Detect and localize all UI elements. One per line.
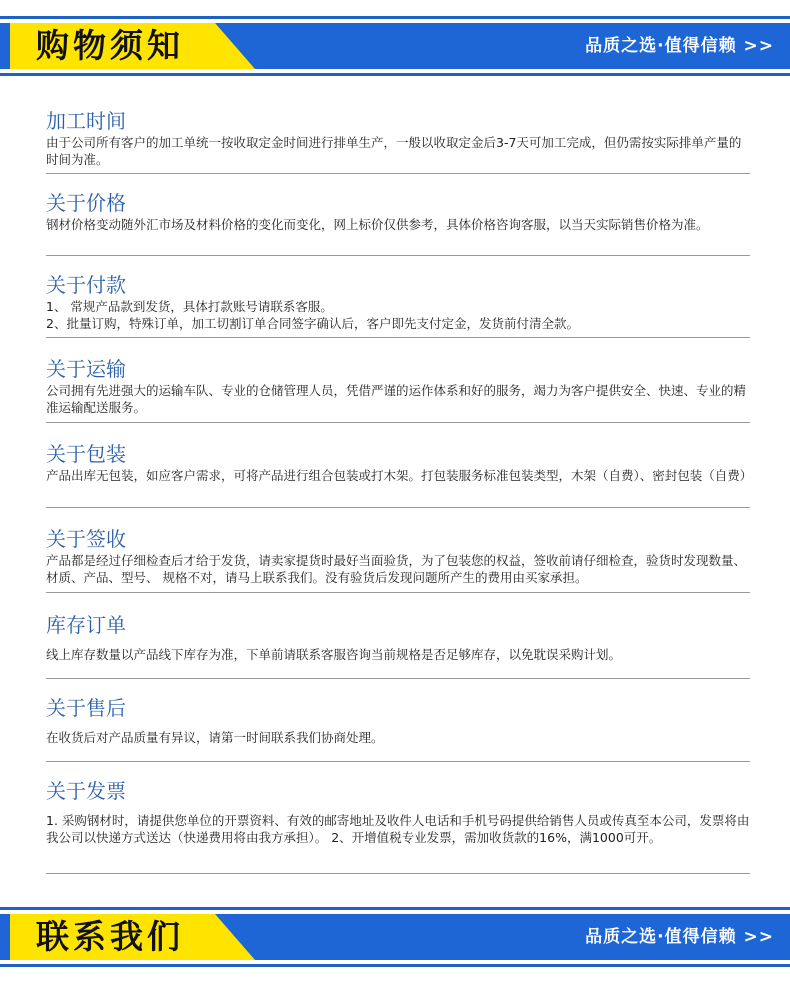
banner-bottom-line [0,73,790,76]
header-banner [0,16,790,76]
footer-banner [0,907,790,967]
section-invoice [46,778,750,874]
section-stock-order [46,612,750,679]
section-packaging [46,441,753,508]
section-receipt [46,526,750,593]
section-price [46,190,750,256]
section-title: 关于售后 [46,696,126,720]
banner-slogan: 品质之选·值得信赖 >> [585,36,774,56]
section-body: 1、 常规产品款到发货，具体打款账号请联系客服。 2、批量订购，特殊订单，加工切割订单合同签字确认后，客户即先支付定金，发货前付清全款。 [46,299,579,331]
section-title: 库存订单 [46,613,126,637]
section-title: 关于签收 [46,527,126,551]
section-processing-time [46,108,750,174]
banner-top-line [0,16,790,19]
footer-title: 联系我们 [36,917,184,956]
section-title: 加工时间 [46,109,126,133]
section-title: 关于付款 [46,273,126,297]
section-body: 钢材价格变动随外汇市场及材料价格的变化而变化，网上标价仅供参考，具体价格咨询客服，以当天实际销售价格为准。 [46,217,709,232]
section-title: 关于包装 [46,442,126,466]
section-after-sales [46,695,750,762]
section-body: 产品都是经过仔细检查后才给于发货，请卖家提货时最好当面验货，为了包装您的权益，签收前请仔细检查，验货时发现数量、材质、产品、型号、 规格不对，请马上联系我们。没有验货后发现问题所产生的费用由买家承担。 [46,553,747,585]
section-transport [46,356,750,423]
page-title: 购物须知 [36,26,184,65]
section-body: 由于公司所有客户的加工单统一按收取定金时间进行排单生产，一般以收取定金后3-7天可加工完成，但仍需按实际排单产量的时间为准。 [46,135,742,167]
section-payment [46,272,750,338]
section-body: 在收货后对产品质量有异议，请第一时间联系我们协商处理。 [46,730,384,745]
banner-bottom-line [0,964,790,967]
banner-top-line [0,907,790,910]
section-body: 线上库存数量以产品线下库存为准，下单前请联系客服咨询当前规格是否足够库存，以免耽误采购计划。 [46,647,622,662]
section-body: 公司拥有先进强大的运输车队、专业的仓储管理人员，凭借严谨的运作体系和好的服务，竭力为客户提供安全、快速、专业的精准运输配送服务。 [46,383,747,415]
section-title: 关于运输 [46,357,126,381]
section-title: 关于价格 [46,191,126,215]
section-body: 1. 采购钢材时，请提供您单位的开票资料、有效的邮寄地址及收件人电话和手机号码提供给销售人员或传真至本公司，发票将由我公司以快递方式送达（快递费用将由我方承担）。 2、开增值税专业发票，需加收货款的16%，满1000可开。 [46,813,750,845]
section-title: 关于发票 [46,779,126,803]
section-body: 产品出库无包装，如应客户需求，可将产品进行组合包装或打木架。打包装服务标准包装类型，木架（自费）、密封包装（自费） [46,468,753,483]
banner-slogan: 品质之选·值得信赖 >> [585,927,774,947]
